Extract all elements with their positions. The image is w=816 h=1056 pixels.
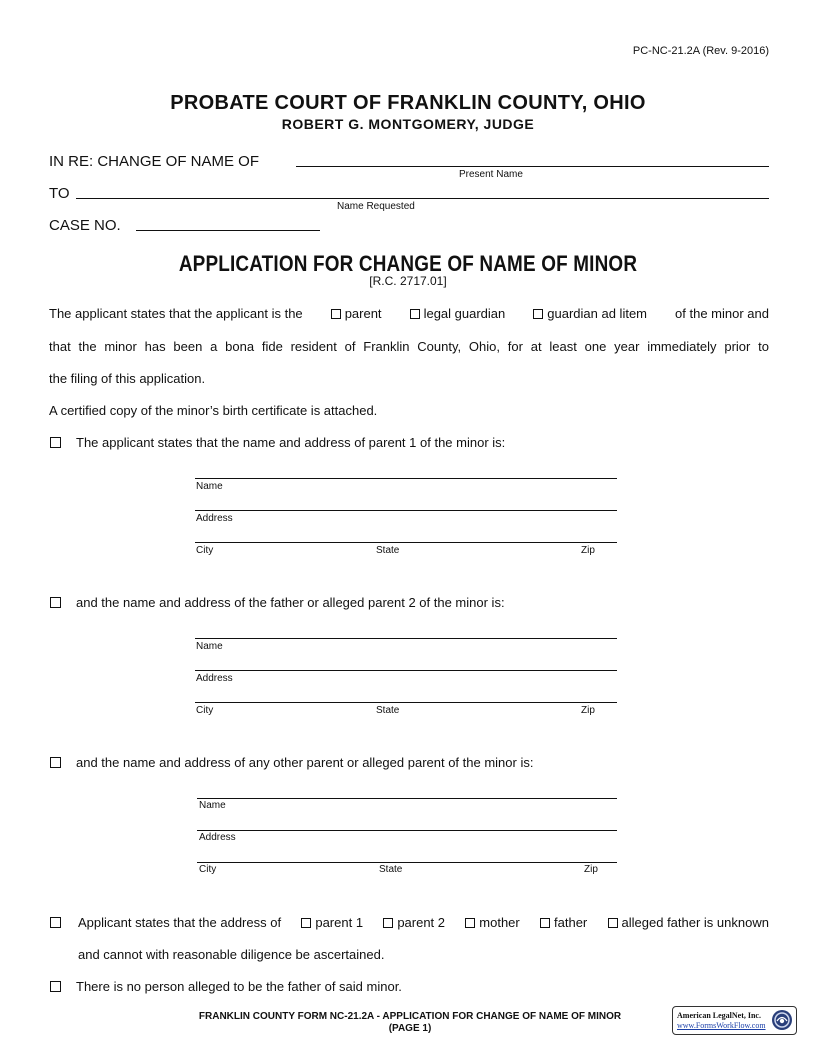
other-parent-city-label: City [199,864,217,875]
other-parent-address-field[interactable] [197,830,617,831]
unknown-parent1-checkbox[interactable] [301,918,311,928]
name-requested-caption: Name Requested [337,201,415,212]
residency-statement-end: the filing of this application. [49,371,206,386]
footer-title [130,1011,690,1035]
parent1-state-label: State [376,545,400,556]
unknown-mother-label: mother [479,915,520,930]
unknown-address-checkbox[interactable] [50,917,61,928]
other-parent-checkbox[interactable] [50,757,61,768]
parent2-checkbox[interactable] [50,597,61,608]
unknown-parent1-label: parent 1 [315,915,364,930]
no-father-statement: There is no person alleged to be the father of said minor. [76,979,402,994]
unknown-parent2-label: parent 2 [397,915,446,930]
residency-statement: that the minor has been a bona fide resident of Franklin County, Ohio, for at least one year immediately prior to [49,339,769,354]
parent2-state-label: State [376,705,400,716]
parent-checkbox[interactable] [331,309,341,319]
publisher-logo[interactable] [672,1006,797,1035]
parent1-name-field[interactable] [195,478,617,479]
parent-option-label: parent [344,306,382,321]
to-label: TO [49,185,70,202]
parent1-city-label: City [196,545,214,556]
parent2-name-label: Name [196,641,223,652]
parent1-name-label: Name [196,481,223,492]
parent2-city-state-zip-field[interactable] [195,702,617,703]
court-name: PROBATE COURT OF FRANKLIN COUNTY, OHIO [170,92,646,114]
other-parent-statement: and the name and address of any other parent or alleged parent of the minor is: [76,755,534,770]
applicant-role-tail: of the minor and [675,306,769,321]
other-parent-address-label: Address [199,832,236,843]
judge-name: ROBERT G. MONTGOMERY, JUDGE [281,116,535,132]
parent1-checkbox[interactable] [50,437,61,448]
other-parent-state-label: State [379,864,403,875]
form-number: PC-NC-21.2A (Rev. 9-2016) [632,45,769,57]
unknown-address-lead: Applicant states that the address of [78,915,282,930]
parent1-statement: The applicant states that the name and address of parent 1 of the minor is: [76,435,506,450]
other-parent-zip-label: Zip [584,864,598,875]
statute-reference: [R.C. 2717.01] [369,274,447,288]
name-requested-field[interactable] [76,198,769,199]
no-father-checkbox[interactable] [50,981,61,992]
parent2-name-field[interactable] [195,638,617,639]
parent2-city-label: City [196,705,214,716]
case-number-field[interactable] [136,230,320,231]
unknown-alleged-father-checkbox[interactable] [608,918,618,928]
parent1-zip-label: Zip [581,545,595,556]
applicant-role-line [49,306,769,322]
applicant-role-lead: The applicant states that the applicant is the [49,306,303,321]
other-parent-city-state-zip-field[interactable] [197,862,617,863]
parent2-address-label: Address [196,673,233,684]
present-name-field[interactable] [296,166,769,167]
legal-guardian-checkbox[interactable] [410,309,420,319]
unknown-father-checkbox[interactable] [540,918,550,928]
parent2-address-field[interactable] [195,670,617,671]
footer-form-title: FRANKLIN COUNTY FORM NC-21.2A - APPLICATION FOR CHANGE OF NAME OF MINOR [198,1011,622,1022]
unknown-parent2-checkbox[interactable] [383,918,393,928]
unknown-alleged-father-label: alleged father is unknown [621,915,769,930]
present-name-caption: Present Name [459,169,523,180]
publisher-url[interactable]: www.FormsWorkFlow.com [677,1021,766,1030]
parent1-address-field[interactable] [195,510,617,511]
parent2-statement: and the name and address of the father or alleged parent 2 of the minor is: [76,595,505,610]
diligence-statement: and cannot with reasonable diligence be ascertained. [78,947,385,962]
unknown-mother-checkbox[interactable] [465,918,475,928]
parent1-city-state-zip-field[interactable] [195,542,617,543]
other-parent-name-label: Name [199,800,226,811]
document-title: APPLICATION FOR CHANGE OF NAME OF MINOR [178,251,638,276]
publisher-globe-icon [771,1009,793,1031]
parent2-zip-label: Zip [581,705,595,716]
guardian-ad-litem-option-label: guardian ad litem [547,306,648,321]
case-no-label: CASE NO. [49,217,121,234]
footer-page-number: (PAGE 1) [388,1023,432,1034]
unknown-father-label: father [554,915,588,930]
parent1-address-label: Address [196,513,233,524]
legal-guardian-option-label: legal guardian [423,306,506,321]
guardian-ad-litem-checkbox[interactable] [533,309,543,319]
publisher-name: American LegalNet, Inc. [677,1011,761,1020]
other-parent-name-field[interactable] [197,798,617,799]
unknown-address-line [78,915,769,931]
in-re-label: IN RE: CHANGE OF NAME OF [49,153,260,170]
birth-certificate-statement: A certified copy of the minor’s birth certificate is attached. [49,403,378,418]
